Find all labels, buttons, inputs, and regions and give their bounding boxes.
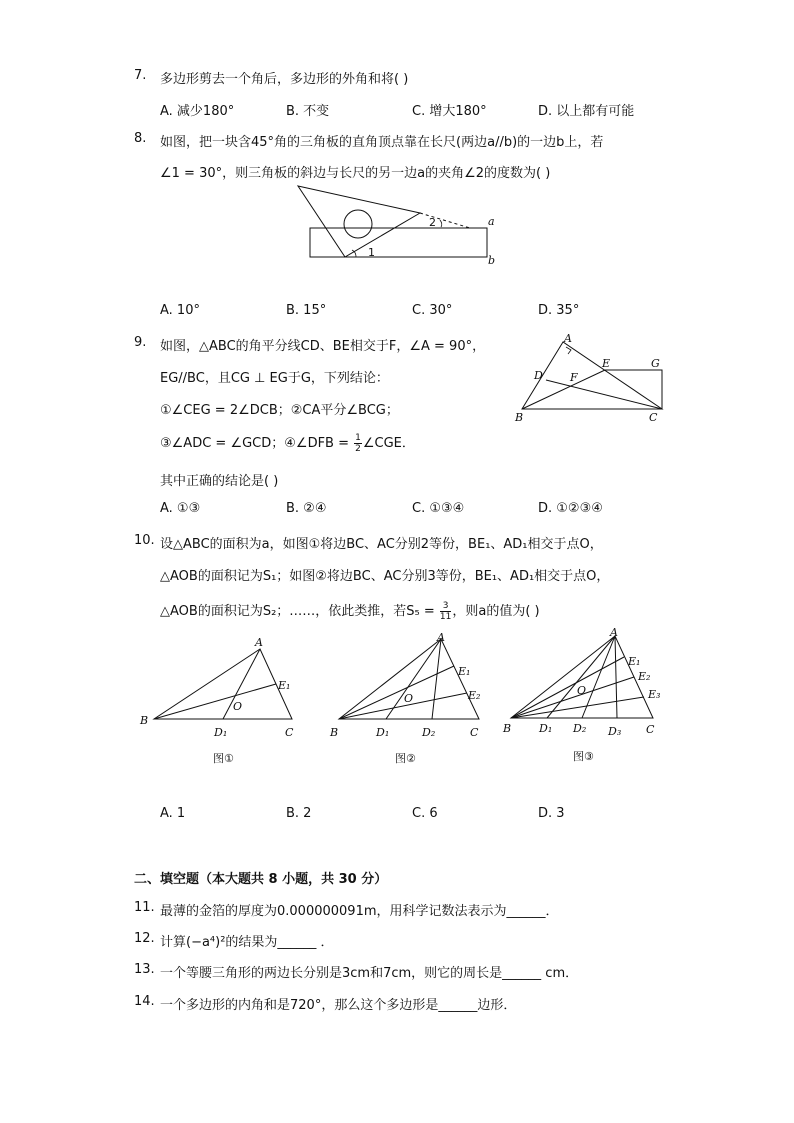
q12-text: 计算(−a⁴)²的结果为______ ． bbox=[160, 935, 334, 950]
q10-option-a: A. 1 bbox=[160, 806, 186, 821]
q8-option-b: B. 15° bbox=[286, 303, 327, 318]
fig3-ad1 bbox=[547, 636, 615, 718]
fig2-label-b: B bbox=[330, 726, 339, 739]
q9-option-d: D. ①②③④ bbox=[538, 501, 603, 516]
q11-number: 11. bbox=[134, 900, 155, 915]
line-a-label: a bbox=[488, 215, 495, 228]
set-square-hole bbox=[344, 210, 372, 238]
fig3-label-d1: D₁ bbox=[539, 722, 553, 735]
fig2-caption: 图② bbox=[395, 752, 416, 765]
label-e: E bbox=[602, 357, 611, 370]
q10-line1: 设△ABC的面积为a，如图①将边BC、AC分别2等份，BE₁、AD₁相交于点O， bbox=[160, 537, 603, 552]
q10-fraction-den: 11 bbox=[439, 612, 452, 622]
q12-number: 12. bbox=[134, 931, 155, 946]
fig1-triangle bbox=[154, 649, 292, 719]
q8-line2: ∠1 = 30°，则三角板的斜边与长尺的另一边a的夹角∠2的度数为( ) bbox=[160, 166, 551, 181]
fig3-label-o: O bbox=[577, 684, 587, 697]
q8-number: 8. bbox=[134, 131, 147, 146]
q11-text: 最薄的金箔的厚度为0.000000091m，用科学记数法表示为______． bbox=[160, 904, 559, 919]
q9-line5: 其中正确的结论是( ) bbox=[160, 474, 279, 489]
q7-option-c: C. 增大180° bbox=[412, 104, 487, 119]
q13-text: 一个等腰三角形的两边长分别是3cm和7cm，则它的周长是______ cm． bbox=[160, 966, 579, 981]
label-a: A bbox=[564, 332, 572, 345]
q10-figure-2 bbox=[322, 630, 497, 770]
fig2-label-d2: D₂ bbox=[422, 726, 436, 739]
q10-line2: △AOB的面积记为S₁；如图②将边BC、AC分别3等份，BE₁、AD₁相交于点O， bbox=[160, 569, 610, 584]
q9-line1: 如图，△ABC的角平分线CD、BE相交于F，∠A = 90°， bbox=[160, 339, 486, 354]
q9-fraction-num: 1 bbox=[355, 433, 361, 443]
set-square bbox=[298, 186, 420, 257]
q9-option-a: A. ①③ bbox=[160, 501, 201, 516]
fig2-label-c: C bbox=[470, 726, 479, 739]
q8-option-a: A. 10° bbox=[160, 303, 200, 318]
fig3-triangle bbox=[511, 636, 653, 718]
fig2-be2 bbox=[339, 693, 467, 719]
angle2-arc bbox=[440, 220, 442, 227]
fig3-label-b: B bbox=[503, 722, 512, 735]
fig2-label-d1: D₁ bbox=[376, 726, 390, 739]
q9-line3: ①∠CEG = 2∠DCB；②CA平分∠BCG； bbox=[160, 403, 399, 418]
q8-option-d: D. 35° bbox=[538, 303, 580, 318]
fig3-label-d2: D₂ bbox=[573, 722, 587, 735]
right-angle-mark bbox=[566, 347, 571, 354]
label-g: G bbox=[651, 357, 660, 370]
fig1-caption: 图① bbox=[213, 752, 234, 765]
q13-number: 13. bbox=[134, 962, 155, 977]
q7-number: 7. bbox=[134, 68, 147, 83]
fig3-ad3 bbox=[615, 636, 617, 718]
q10-figure-1 bbox=[135, 630, 310, 770]
q10-option-c: C. 6 bbox=[412, 806, 438, 821]
label-c: C bbox=[649, 411, 658, 424]
angle2-label: 2 bbox=[429, 216, 436, 229]
fig1-label-c: C bbox=[285, 726, 294, 739]
q14-number: 14. bbox=[134, 994, 155, 1009]
fig2-label-a: A bbox=[437, 631, 445, 644]
angle1-label: 1 bbox=[368, 246, 375, 259]
q9-line4 bbox=[160, 432, 415, 454]
q8-option-c: C. 30° bbox=[412, 303, 453, 318]
q9-fraction-den: 2 bbox=[355, 444, 361, 454]
q9-figure bbox=[506, 330, 676, 430]
q8-line1: 如图，把一块含45°角的三角板的直角顶点靠在长尺(两边a//b)的一边b上，若 bbox=[160, 135, 604, 150]
ruler-rect bbox=[310, 228, 487, 257]
q10-option-b: B. 2 bbox=[286, 806, 312, 821]
q10-figure-3 bbox=[500, 625, 675, 765]
segment-cd bbox=[546, 380, 662, 409]
q10-line3 bbox=[160, 600, 540, 622]
fig3-label-e3: E₃ bbox=[648, 688, 661, 701]
q10-fraction-num: 3 bbox=[440, 601, 451, 612]
q10-option-d: D. 3 bbox=[538, 806, 565, 821]
q7-option-a: A. 减少180° bbox=[160, 104, 235, 119]
fig2-label-e2: E₂ bbox=[468, 689, 481, 702]
q10-number: 10. bbox=[134, 533, 155, 548]
fig1-label-e1: E₁ bbox=[278, 679, 291, 692]
q9-line4-end: ∠CGE． bbox=[362, 436, 415, 451]
q9-option-c: C. ①③④ bbox=[412, 501, 465, 516]
fig3-label-c: C bbox=[646, 723, 655, 736]
q9-line4-start: ③∠ADC = ∠GCD；④∠DFB = bbox=[160, 436, 354, 451]
label-b: B bbox=[515, 411, 524, 424]
q10-fraction bbox=[440, 601, 451, 622]
fig2-label-o: O bbox=[404, 692, 414, 705]
label-d: D bbox=[534, 369, 543, 382]
q9-number: 9. bbox=[134, 335, 147, 350]
fig1-label-a: A bbox=[255, 636, 263, 649]
q10-line3-start: △AOB的面积记为S₂；……，依此类推，若S₅ = bbox=[160, 604, 439, 619]
q14-text: 一个多边形的内角和是720°，那么这个多边形是______边形． bbox=[160, 998, 517, 1013]
line-b-label: b bbox=[488, 254, 496, 267]
fig2-triangle bbox=[339, 639, 479, 719]
extended-hypotenuse bbox=[420, 213, 470, 228]
label-f: F bbox=[570, 371, 578, 384]
q9-fraction bbox=[354, 433, 362, 454]
q7-option-b: B. 不变 bbox=[286, 104, 330, 119]
fig3-label-e1: E₁ bbox=[628, 655, 641, 668]
fig1-label-d1: D₁ bbox=[214, 726, 228, 739]
fig1-label-b: B bbox=[140, 714, 149, 727]
fig1-label-o: O bbox=[233, 700, 243, 713]
q9-option-b: B. ②④ bbox=[286, 501, 327, 516]
fig3-be2 bbox=[511, 677, 634, 718]
section-heading-fill-in: 二、填空题（本大题共 8 小题，共 30 分） bbox=[134, 872, 388, 887]
fig3-caption: 图③ bbox=[573, 750, 594, 763]
q9-line2: EG//BC，且CG ⊥ EG于G，下列结论： bbox=[160, 371, 389, 386]
q8-figure bbox=[290, 180, 510, 270]
q10-line3-end: ，则a的值为( ) bbox=[452, 604, 540, 619]
fig3-label-e2: E₂ bbox=[638, 670, 651, 683]
fig3-label-d3: D₃ bbox=[608, 725, 622, 738]
fig1-be1 bbox=[154, 684, 276, 719]
fig2-label-e1: E₁ bbox=[458, 665, 471, 678]
fig3-label-a: A bbox=[610, 626, 618, 639]
q7-option-d: D. 以上都有可能 bbox=[538, 104, 635, 119]
q7-text: 多边形剪去一个角后，多边形的外角和将( ) bbox=[160, 72, 409, 87]
fig2-ad1 bbox=[386, 639, 441, 719]
